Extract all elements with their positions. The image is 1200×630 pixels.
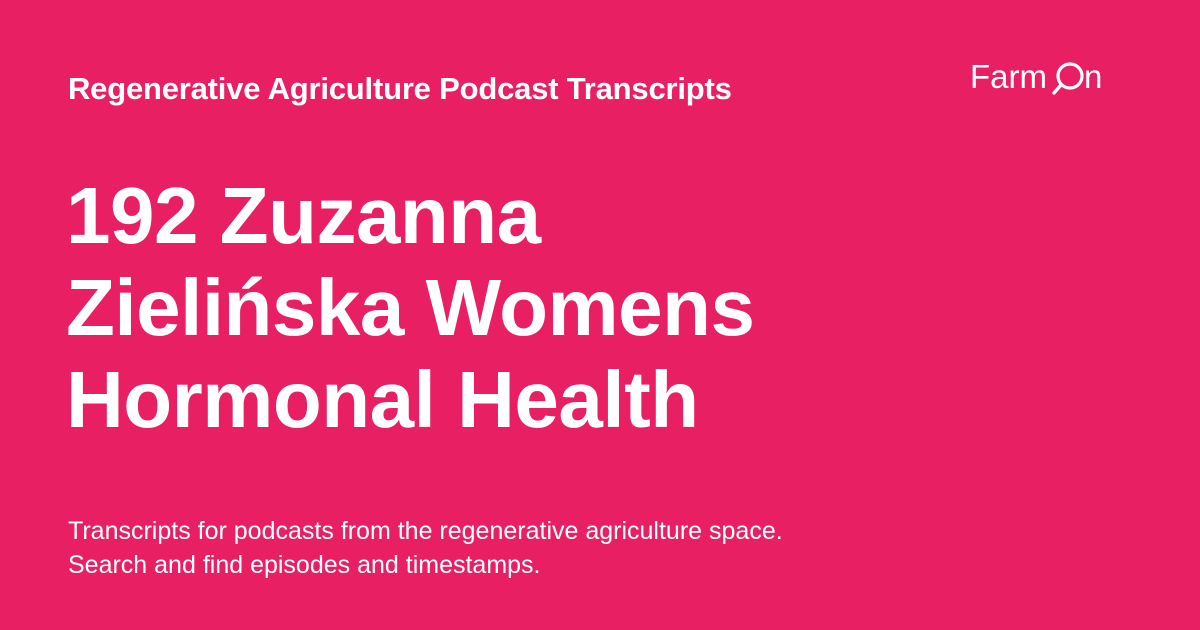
site-title: Regenerative Agriculture Podcast Transcripts (68, 71, 732, 106)
farmon-logo[interactable] (970, 56, 1120, 102)
logo-magnifier-handle (1054, 85, 1061, 93)
description-line: Transcripts for podcasts from the regenerative agriculture space. (68, 517, 783, 545)
episode-title-line: Hormonal Health (66, 355, 699, 444)
episode-title (66, 170, 1066, 446)
episode-title-line: Zielińska Womens (66, 263, 755, 352)
description-line: Search and find episodes and timestamps. (68, 551, 541, 579)
logo-text-n: n (1084, 58, 1103, 95)
episode-title-line: 192 Zuzanna (66, 171, 541, 260)
description (68, 514, 1068, 582)
logo-text: Farm (970, 58, 1047, 95)
farmon-logo-icon (970, 56, 1120, 102)
